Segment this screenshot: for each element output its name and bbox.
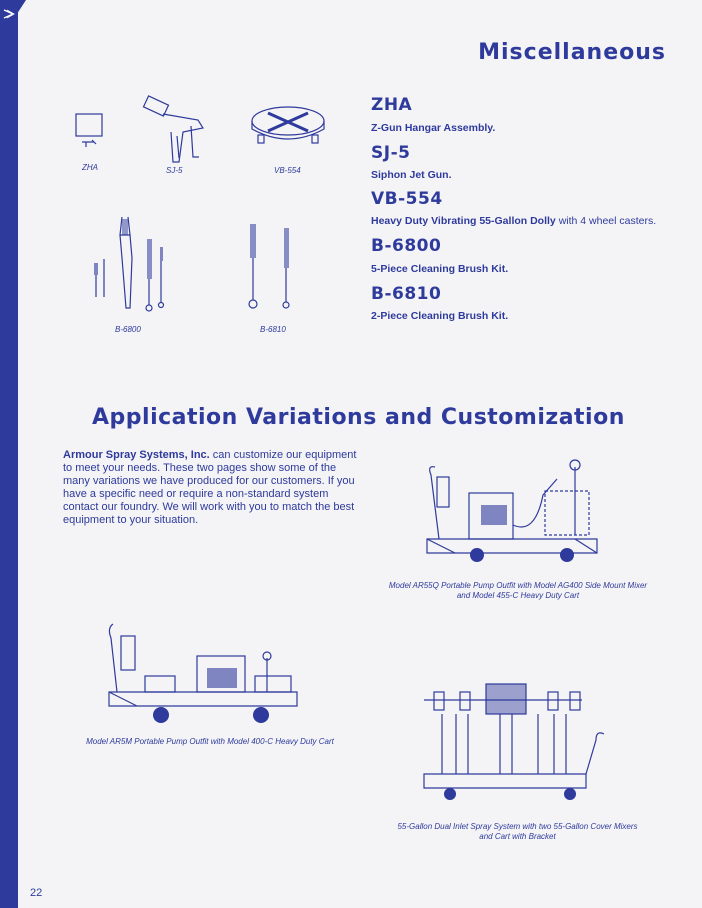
product-desc-zha: Z-Gun Hangar Assembly. — [371, 122, 496, 134]
figure-1-caption: Model AR55Q Portable Pump Outfit with Model AG400 Side Mount Mixer and Model 455-C Heavy Duty Cart — [388, 581, 648, 600]
product-code-vb554: VB-554 — [371, 189, 443, 209]
caption-b6800: B-6800 — [115, 325, 141, 334]
b6810-brush-kit-illustration — [240, 222, 300, 312]
vb554-dolly-illustration — [248, 105, 328, 155]
b6800-brush-kit-illustration — [92, 213, 172, 313]
logo-icon — [3, 8, 15, 20]
page-number: 22 — [30, 887, 43, 899]
product-desc-b6800: 5-Piece Cleaning Brush Kit. — [371, 263, 509, 275]
figure-ar5m-cart-illustration — [105, 622, 305, 724]
caption-b6810: B-6810 — [260, 325, 286, 334]
zha-hanger-illustration — [74, 112, 106, 152]
intro-paragraph: Armour Spray Systems, Inc. can customize our equipment to meet your needs. These two pages show some of the many variations we have produced for our customers. If you have a specific need or require a non-standard system contact our foundry. We will work with you to match the best equipment to your situation. — [63, 449, 357, 526]
corner-logo — [0, 0, 26, 40]
product-code-zha: ZHA — [371, 95, 413, 115]
figure-ar55q-cart-illustration — [425, 455, 605, 565]
page-title: Miscellaneous — [478, 40, 666, 65]
product-desc-vb554: Heavy Duty Vibrating 55-Gallon Dolly with 4 wheel casters. — [371, 215, 657, 227]
section-heading: Application Variations and Customization — [92, 405, 625, 430]
product-code-b6810: B-6810 — [371, 284, 442, 304]
left-margin-bar — [0, 0, 18, 908]
caption-vb554: VB-554 — [274, 166, 301, 175]
figure-2-caption: Model AR5M Portable Pump Outfit with Model 400-C Heavy Duty Cart — [86, 737, 334, 746]
figure-3-caption: 55-Gallon Dual Inlet Spray System with two 55-Gallon Cover Mixers and Cart with Bracket — [397, 822, 638, 841]
product-code-sj5: SJ-5 — [371, 143, 411, 163]
figure-dual-inlet-system-illustration — [420, 678, 610, 800]
sj5-spray-gun-illustration — [143, 92, 213, 164]
caption-sj5: SJ-5 — [166, 166, 183, 175]
caption-zha: ZHA — [82, 163, 98, 172]
product-code-b6800: B-6800 — [371, 236, 442, 256]
product-desc-sj5: Siphon Jet Gun. — [371, 169, 452, 181]
product-desc-b6810: 2-Piece Cleaning Brush Kit. — [371, 310, 509, 322]
